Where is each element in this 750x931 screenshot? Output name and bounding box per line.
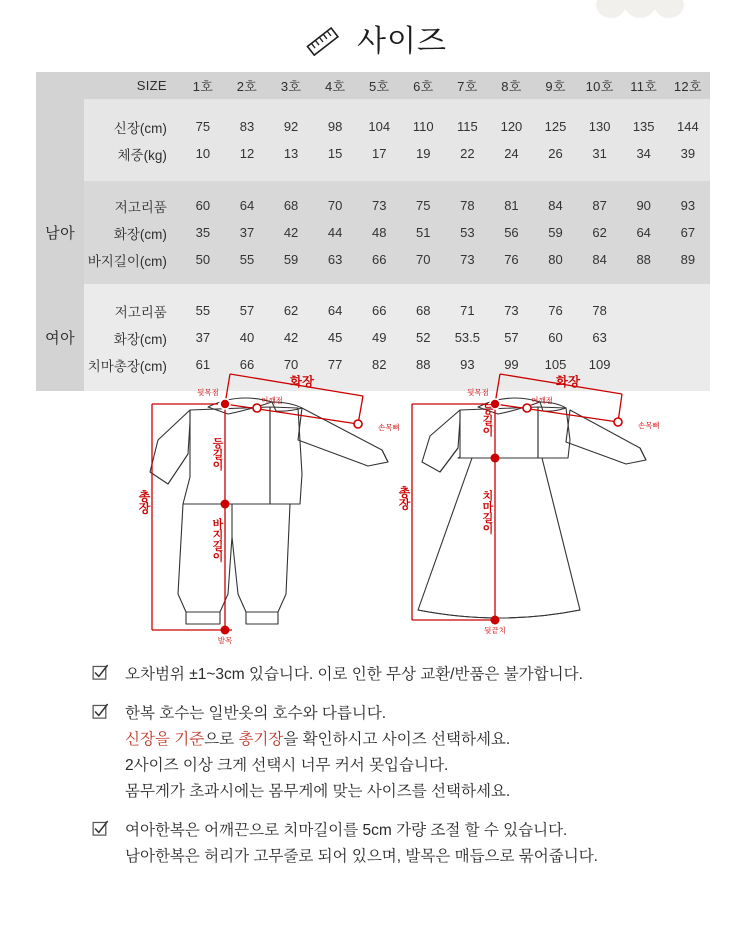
table-cell: 53: [445, 219, 489, 246]
checkbox-checked-icon: [92, 664, 109, 681]
table-cell: 56: [489, 219, 533, 246]
table-cell: 78: [445, 192, 489, 219]
checkbox-checked-icon: [92, 703, 109, 720]
size-header-label: SIZE: [84, 72, 181, 99]
table-row: [36, 324, 710, 351]
table-group-girl: 여아: [36, 297, 84, 378]
table-cell: 130: [578, 113, 622, 140]
table-corner-cell: [36, 72, 84, 99]
table-cell: 115: [445, 113, 489, 140]
table-cell: 87: [578, 192, 622, 219]
table-row-label: 바지길이(cm): [84, 246, 181, 273]
note-line: [125, 662, 692, 688]
table-cell: 78: [578, 297, 622, 324]
table-cell: 26: [533, 140, 577, 167]
girl-label-wrist-bone: 손목뼈: [638, 421, 660, 430]
table-group-cell: [36, 113, 84, 140]
table-spacer-row: [36, 99, 710, 113]
girl-label-total-length: 총장: [397, 486, 411, 510]
table-cell: 12: [225, 140, 269, 167]
boy-label-neck-point: 뒷목점: [197, 388, 219, 397]
table-column-header: 10호: [578, 72, 622, 99]
table-cell: 63: [578, 324, 622, 351]
table-cell: 48: [357, 219, 401, 246]
table-cell: 59: [269, 246, 313, 273]
table-cell: 82: [357, 351, 401, 378]
table-cell: 17: [357, 140, 401, 167]
table-cell: 62: [578, 219, 622, 246]
table-header-row: [36, 72, 710, 99]
table-column-header: 4호: [313, 72, 357, 99]
table-cell: 63: [313, 246, 357, 273]
note-text: 몸무게가 초과시에는 몸무게에 맞는 사이즈를 선택하세요.: [125, 783, 511, 800]
table-cell: 120: [489, 113, 533, 140]
table-row-label: 저고리품: [84, 192, 181, 219]
table-cell: 75: [181, 113, 225, 140]
table-row-label: 저고리품: [84, 297, 181, 324]
table-cell: 76: [533, 297, 577, 324]
note-line: [125, 727, 692, 753]
note-text: 2사이즈 이상 크게 선택시 너무 커서 못입습니다.: [125, 757, 449, 774]
note-text: 오차범위 ±1~3cm 있습니다. 이로 인한 무상 교환/반품은 불가합니다.: [125, 666, 583, 683]
table-row-label: 화장(cm): [84, 219, 181, 246]
table-column-header: 5호: [357, 72, 401, 99]
table-cell: 64: [225, 192, 269, 219]
table-column-header: 6호: [401, 72, 445, 99]
table-cell: 13: [269, 140, 313, 167]
page-title: [0, 18, 750, 66]
table-cell: 53.5: [445, 324, 489, 351]
table-cell: 73: [489, 297, 533, 324]
table-cell: [666, 324, 710, 351]
table-cell: 135: [622, 113, 666, 140]
table-cell: 88: [401, 351, 445, 378]
measurement-diagrams: [0, 362, 750, 652]
table-cell: 45: [313, 324, 357, 351]
girl-label-back-length: 등길이: [481, 403, 493, 437]
table-row: [36, 219, 710, 246]
table-cell: 68: [401, 297, 445, 324]
table-row: [36, 246, 710, 273]
table-cell: 104: [357, 113, 401, 140]
table-cell: 64: [313, 297, 357, 324]
note-highlight: 총기장: [238, 731, 284, 748]
table-cell: 57: [489, 324, 533, 351]
table-spacer-row: [36, 273, 710, 284]
table-cell: 75: [401, 192, 445, 219]
note-block: [92, 818, 692, 870]
note-block: [92, 701, 692, 805]
table-cell: [666, 297, 710, 324]
table-cell: 84: [533, 192, 577, 219]
table-cell: 99: [489, 351, 533, 378]
table-cell: 98: [313, 113, 357, 140]
table-cell: 39: [666, 140, 710, 167]
table-cell: 93: [666, 192, 710, 219]
table-cell: 109: [578, 351, 622, 378]
note-text: 남아한복은 허리가 고무줄로 되어 있으며, 발목은 매듭으로 묶어줍니다.: [125, 848, 598, 865]
note-highlight: 신장을 기준: [125, 731, 205, 748]
table-cell: 88: [622, 246, 666, 273]
ruler-icon: [303, 22, 343, 62]
table-cell: 55: [181, 297, 225, 324]
table-cell: 59: [533, 219, 577, 246]
table-row-label: 체중(kg): [84, 140, 181, 167]
table-cell: 84: [578, 246, 622, 273]
table-cell: 71: [445, 297, 489, 324]
table-cell: 60: [533, 324, 577, 351]
boy-label-wrist-bone: 손목뼈: [378, 423, 400, 432]
note-line: [125, 844, 692, 870]
table-cell: [622, 324, 666, 351]
table-cell: 50: [181, 246, 225, 273]
girl-label-hem-point: 뒷끝치: [484, 626, 506, 635]
table-cell: 10: [181, 140, 225, 167]
table-cell: 37: [225, 219, 269, 246]
table-cell: 105: [533, 351, 577, 378]
watermark-dot: [596, 0, 626, 18]
boy-label-ankle: 발목: [217, 636, 233, 645]
table-cell: 67: [666, 219, 710, 246]
boy-label-back-length: 등길이: [211, 437, 223, 471]
table-row: [36, 192, 710, 219]
table-cell: 110: [401, 113, 445, 140]
table-cell: 90: [622, 192, 666, 219]
table-column-header: 7호: [445, 72, 489, 99]
table-cell: 60: [181, 192, 225, 219]
table-row: [36, 297, 710, 324]
table-cell: 89: [666, 246, 710, 273]
table-column-header: 8호: [489, 72, 533, 99]
note-block: [92, 662, 692, 688]
table-cell: 22: [445, 140, 489, 167]
table-cell: 125: [533, 113, 577, 140]
table-row: [36, 113, 710, 140]
boy-label-shoulder-point: 어깨점: [261, 396, 283, 405]
table-cell: 70: [313, 192, 357, 219]
note-text: 여아한복은 어깨끈으로 치마길이를 5cm 가량 조절 할 수 있습니다.: [125, 822, 568, 839]
boy-label-sleeve-length: 화장: [289, 375, 315, 389]
note-line: [125, 818, 692, 844]
table-cell: 92: [269, 113, 313, 140]
table-cell: 77: [313, 351, 357, 378]
watermark: [596, 0, 716, 16]
girl-label-sleeve-length: 화장: [555, 375, 581, 389]
table-cell: 44: [313, 219, 357, 246]
note-line: [125, 753, 692, 779]
table-cell: 42: [269, 324, 313, 351]
boy-measurement-diagram: [120, 362, 420, 652]
note-line: [125, 701, 692, 727]
page-title-text: 사이즈: [357, 25, 447, 58]
table-cell: [622, 297, 666, 324]
boy-diagram-points: [220, 399, 362, 635]
table-row-label: 신장(cm): [84, 113, 181, 140]
note-text: 으로: [204, 731, 239, 748]
table-cell: 68: [269, 192, 313, 219]
table-column-header: 11호: [622, 72, 666, 99]
table-cell: 83: [225, 113, 269, 140]
table-cell: 73: [357, 192, 401, 219]
table-cell: 66: [225, 351, 269, 378]
table-column-header: 2호: [225, 72, 269, 99]
table-cell: 144: [666, 113, 710, 140]
table-cell: 42: [269, 219, 313, 246]
note-lines: [125, 701, 692, 805]
table-spacer-row: [36, 181, 710, 192]
table-cell: 51: [401, 219, 445, 246]
girl-label-shoulder-point: 어깨점: [531, 396, 553, 405]
note-text: 한복 호수는 일반옷의 호수와 다릅니다.: [125, 705, 387, 722]
table-cell: 70: [269, 351, 313, 378]
table-cell: 80: [533, 246, 577, 273]
table-cell: 24: [489, 140, 533, 167]
watermark-dot: [624, 0, 656, 18]
table-cell: 19: [401, 140, 445, 167]
table-cell: 62: [269, 297, 313, 324]
note-lines: [125, 662, 692, 688]
table-cell: 49: [357, 324, 401, 351]
size-table: [36, 72, 710, 391]
table-cell: 93: [445, 351, 489, 378]
table-cell: 35: [181, 219, 225, 246]
table-column-header: 3호: [269, 72, 313, 99]
boy-label-pants-length: 바지길이: [211, 518, 223, 562]
note-text: 을 확인하시고 사이즈 선택하세요.: [283, 731, 511, 748]
table-cell: 73: [445, 246, 489, 273]
table-cell: 40: [225, 324, 269, 351]
watermark-dot: [654, 0, 684, 18]
table-spacer-row: [36, 167, 710, 181]
table-cell: 37: [181, 324, 225, 351]
table-row-label: 치마총장(cm): [84, 351, 181, 378]
notes-section: [92, 662, 692, 883]
table-cell: 64: [622, 219, 666, 246]
girl-measurement-diagram: [390, 362, 670, 652]
table-cell: 70: [401, 246, 445, 273]
table-column-header: 12호: [666, 72, 710, 99]
note-lines: [125, 818, 692, 870]
checkbox-checked-icon: [92, 820, 109, 837]
table-column-header: 1호: [181, 72, 225, 99]
table-cell: 66: [357, 246, 401, 273]
table-cell: 55: [225, 246, 269, 273]
table-row-label: 화장(cm): [84, 324, 181, 351]
table-cell: 52: [401, 324, 445, 351]
table-cell: 31: [578, 140, 622, 167]
table-cell: 66: [357, 297, 401, 324]
table-cell: 81: [489, 192, 533, 219]
girl-label-skirt-length: 치마길이: [481, 490, 493, 534]
table-cell: 57: [225, 297, 269, 324]
table-cell: 76: [489, 246, 533, 273]
table-group-boy: 남아: [36, 192, 84, 273]
table-cell: 34: [622, 140, 666, 167]
table-spacer-row: [36, 284, 710, 297]
table-cell: 61: [181, 351, 225, 378]
note-line: [125, 779, 692, 805]
table-row: [36, 140, 710, 167]
girl-label-neck-point: 뒷목점: [467, 388, 489, 397]
table-cell: 15: [313, 140, 357, 167]
boy-label-total-length: 총장: [137, 490, 151, 514]
table-column-header: 9호: [533, 72, 577, 99]
table-group-cell: [36, 140, 84, 167]
